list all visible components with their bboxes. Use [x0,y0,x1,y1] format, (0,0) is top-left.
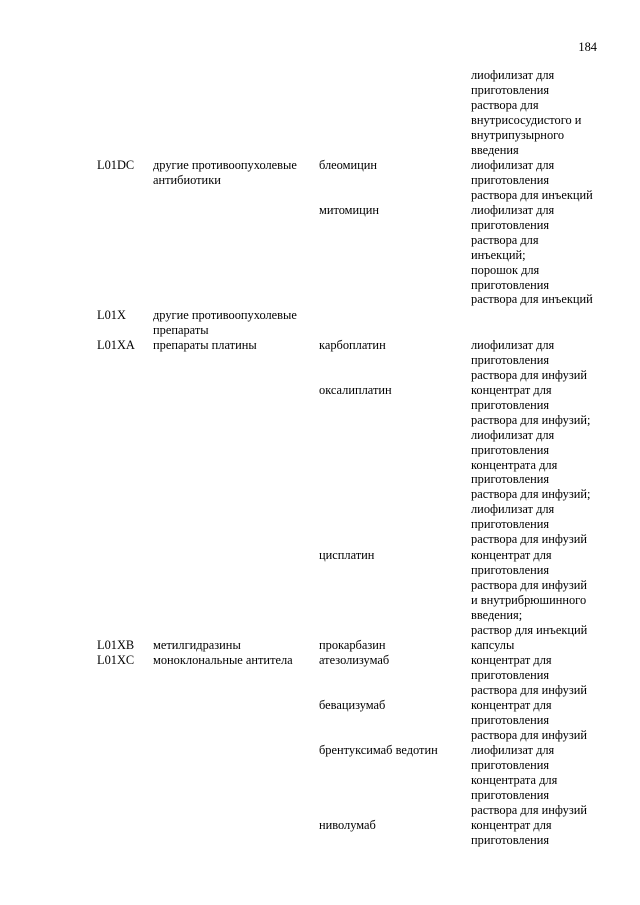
drug-name: атезолизумаб [319,653,390,667]
table-row [0,338,640,383]
group-name: препараты платины [153,338,257,352]
dosage-forms: концентрат для приготовления раствора для инфузий [471,653,587,697]
table-row [0,698,640,743]
table-row [0,308,640,338]
atc-code: L01DC [97,158,135,172]
drug-name: бевацизумаб [319,698,386,712]
dosage-forms: капсулы [471,638,515,652]
group-name: моноклональные антитела [153,653,293,667]
table-row [0,818,640,848]
dosage-forms: лиофилизат для приготовления раствора для внутрисосудистого и внутрипузырного введения [471,68,582,157]
group-name: метилгидразины [153,638,241,652]
table-row [0,68,640,158]
drug-table [0,68,640,848]
table-row [0,653,640,698]
table-row [0,743,640,818]
group-name: другие противоопухолевые антибиотики [153,158,297,187]
drug-name: прокарбазин [319,638,386,652]
dosage-forms: лиофилизат для приготовления раствора для инфузий [471,338,587,382]
drug-name: брентуксимаб ведотин [319,743,438,757]
atc-code: L01XB [97,638,135,652]
dosage-forms: лиофилизат для приготовления раствора для инъекций [471,158,593,202]
table-row [0,383,640,548]
drug-name: цисплатин [319,548,375,562]
dosage-forms: концентрат для приготовления [471,818,552,847]
drug-name: карбоплатин [319,338,386,352]
table-row [0,548,640,638]
atc-code: L01XA [97,338,135,352]
atc-code: L01XC [97,653,135,667]
dosage-forms: лиофилизат для приготовления раствора для инъекций; порошок для приготовления раствора для инъекций [471,203,593,307]
drug-name: митомицин [319,203,380,217]
table-row [0,638,640,653]
drug-name: оксалиплатин [319,383,392,397]
drug-name: ниволумаб [319,818,376,832]
table-row [0,158,640,203]
page-number: 184 [578,40,597,54]
dosage-forms: концентрат для приготовления раствора для инфузий; лиофилизат для приготовления концентрата для приготовления раствора для инфузий; лиофилизат для приготовления раствора для инфузий [471,383,591,547]
dosage-forms: концентрат для приготовления раствора для инфузий и внутрибрюшинного введения; раствор для инъекций [471,548,588,637]
atc-code: L01X [97,308,126,322]
group-name: другие противоопухолевые препараты [153,308,297,337]
drug-name: блеомицин [319,158,378,172]
dosage-forms: лиофилизат для приготовления концентрата для приготовления раствора для инфузий [471,743,587,817]
table-row [0,203,640,308]
dosage-forms: концентрат для приготовления раствора для инфузий [471,698,587,742]
